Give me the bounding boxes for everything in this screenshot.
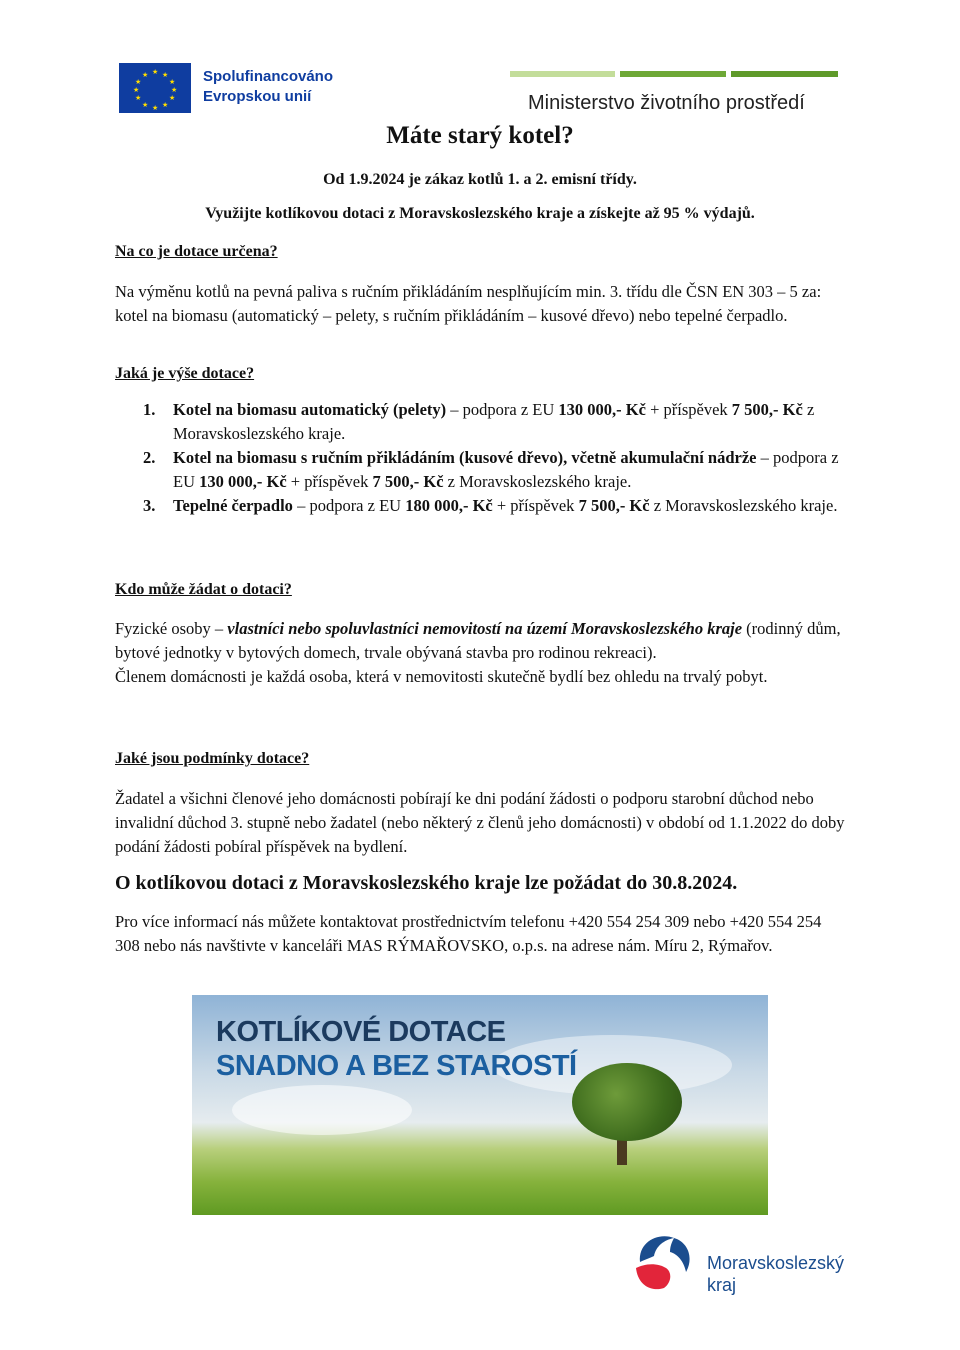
eu-logo-line-1: Spolufinancováno xyxy=(203,68,334,85)
banner-line-2: SNADNO A BEZ STAROSTÍ xyxy=(216,1050,577,1082)
item-text: – podpora z EU xyxy=(173,448,839,491)
paragraph-who xyxy=(115,617,850,689)
msk-logo-text xyxy=(707,1252,844,1296)
list-item xyxy=(115,494,845,518)
cloud-shape xyxy=(232,1085,412,1135)
star-icon: ★ xyxy=(171,86,178,94)
ministry-bar-light xyxy=(510,71,615,77)
subtitle-subsidy: Využijte kotlíkovou dotaci z Moravskoslezského kraje a získejte až 95 % výdajů. xyxy=(205,205,755,222)
eu-flag-logo xyxy=(119,63,191,113)
ministry-bar-mid xyxy=(620,71,726,77)
amount-eu: 130 000,- Kč xyxy=(558,400,646,419)
amount-eu: 130 000,- Kč xyxy=(199,472,287,491)
star-icon: ★ xyxy=(133,86,140,94)
star-icon: ★ xyxy=(152,68,159,76)
item-text: z Moravskoslezského kraje. xyxy=(443,472,632,491)
who-emphasis: vlastníci nebo spoluvlastníci nemovitostí na území Moravskoslezského kraje xyxy=(227,619,743,638)
msk-logo-line-1: Moravskoslezský xyxy=(707,1253,845,1273)
item-text: + příspěvek xyxy=(492,496,579,515)
household-definition: Členem domácnosti je každá osoba, která v nemovitosti skutečně bydlí bez ohledu na trvalý pobyt. xyxy=(115,667,768,686)
deadline-note: O kotlíkovou dotaci z Moravskoslezského kraje lze požádat do 30.8.2024. xyxy=(115,872,738,894)
list-number: 3. xyxy=(143,496,156,515)
list-item xyxy=(115,398,845,446)
who-text: Fyzické osoby – xyxy=(115,619,228,638)
amount-kraj: 7 500,- Kč xyxy=(372,472,444,491)
star-icon: ★ xyxy=(152,104,159,112)
item-name: Tepelné čerpadlo xyxy=(173,496,293,515)
subsidy-list xyxy=(115,398,845,518)
ministry-bar-dark xyxy=(731,71,838,77)
item-name: Kotel na biomasu automatický (pelety) xyxy=(173,400,447,419)
item-text: z Moravskoslezského kraje. xyxy=(173,400,815,443)
star-icon: ★ xyxy=(162,71,169,79)
tree-icon xyxy=(572,1063,682,1141)
paragraph-purpose: Na výměnu kotlů na pevná paliva s ručním přikládáním nesplňujícím min. 3. třídu dle ČSN EN 303 – 5 za: kotel na biomasu (automatický – pelety, s ručním přikládáním – kusové dřevo) nebo tepelné čerpadlo. xyxy=(115,282,822,325)
eu-logo-line-2: Evropskou unií xyxy=(203,88,312,105)
amount-kraj: 7 500,- Kč xyxy=(578,496,650,515)
star-icon: ★ xyxy=(162,101,169,109)
banner-line-1: KOTLÍKOVÉ DOTACE xyxy=(216,1016,506,1048)
heading-who: Kdo může žádat o dotaci? xyxy=(115,581,292,598)
subtitle-ban-date: Od 1.9.2024 je zákaz kotlů 1. a 2. emisní třídy. xyxy=(323,171,637,188)
star-icon: ★ xyxy=(169,94,176,102)
ministry-name: Ministerstvo životního prostředí xyxy=(528,92,805,114)
list-number: 2. xyxy=(143,448,156,467)
list-number: 1. xyxy=(143,400,156,419)
msk-logo-line-2: kraj xyxy=(707,1275,737,1295)
item-text: z Moravskoslezského kraje. xyxy=(649,496,838,515)
star-icon: ★ xyxy=(135,94,142,102)
heading-amount: Jaká je výše dotace? xyxy=(115,365,255,382)
star-icon: ★ xyxy=(169,78,176,86)
item-name: Kotel na biomasu s ručním přikládáním (kusové dřevo), včetně akumulační nádrže xyxy=(173,448,757,467)
star-icon: ★ xyxy=(135,78,142,86)
star-icon: ★ xyxy=(142,101,149,109)
who-text: (rodinný dům, bytové jednotky v bytových domech, trvale obývaná stavba pro rodinou rekreaci). xyxy=(115,619,841,662)
paragraph-contact: Pro více informací nás můžete kontaktovat prostřednictvím telefonu +420 554 254 309 nebo +420 554 254 308 nebo nás navštivte v kanceláři MAS RÝMAŘOVSKO, o.p.s. na adrese nám. Míru 2, Rýmařov. xyxy=(115,912,822,955)
paragraph-conditions: Žadatel a všichni členové jeho domácnosti pobírají ke dni podání žádosti o podporu starobní důchod nebo invalidní důchod 3. stupně nebo žadatel (nebo některý z členů jeho domácnosti) v období od 1.1.2022 do doby podání žádosti pobíral příspěvek na bydlení. xyxy=(115,789,845,856)
star-icon: ★ xyxy=(142,71,149,79)
heading-purpose: Na co je dotace určena? xyxy=(115,243,278,260)
amount-kraj: 7 500,- Kč xyxy=(731,400,803,419)
list-item xyxy=(115,446,845,494)
heading-conditions: Jaké jsou podmínky dotace? xyxy=(115,750,310,767)
msk-emblem-icon xyxy=(630,1228,700,1292)
item-text: + příspěvek xyxy=(645,400,732,419)
item-text: – podpora z EU xyxy=(446,400,559,419)
eu-logo-text xyxy=(203,67,333,107)
item-text: – podpora z EU xyxy=(292,496,406,515)
amount-eu: 180 000,- Kč xyxy=(405,496,493,515)
item-text: + příspěvek xyxy=(286,472,373,491)
banner-image xyxy=(192,995,768,1215)
page-title: Máte starý kotel? xyxy=(386,122,574,149)
